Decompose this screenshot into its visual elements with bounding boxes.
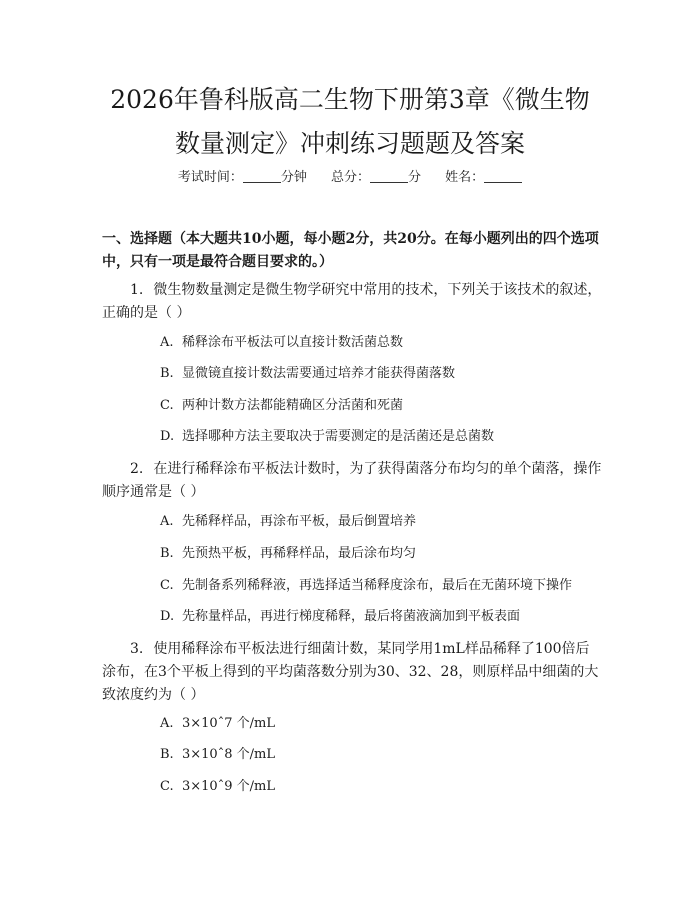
option-text: 稀释涂布平板法可以直接计数活菌总数: [182, 335, 404, 350]
option-letter: C.: [160, 779, 174, 794]
question-3: [102, 638, 602, 707]
question-stem: 微生物数量测定是微生物学研究中常用的技术，下列关于该技术的叙述，正确的是（ ）: [102, 282, 602, 321]
option-2b: [160, 544, 620, 564]
option-letter: A.: [160, 335, 174, 350]
option-3c: [160, 777, 620, 797]
exam-score: [331, 170, 425, 185]
option-3a: [160, 714, 620, 734]
name-blank: [484, 168, 522, 183]
option-3b: [160, 745, 620, 765]
exam-meta: [0, 168, 700, 188]
option-letter: D.: [160, 609, 175, 624]
option-letter: A.: [160, 514, 174, 529]
question-stem: 在进行稀释涂布平板法计数时，为了获得菌落分布均匀的单个菌落，操作顺序通常是（ ）: [102, 461, 602, 500]
option-text: 先称量样品，再进行梯度稀释，最后将菌液滴加到平板表面: [182, 609, 521, 624]
score-unit: 分: [408, 170, 422, 185]
title-line-1: 2026年鲁科版高二生物下册第3章《微生物: [110, 85, 590, 114]
option-text: 先预热平板，再稀释样品，最后涂布均匀: [182, 546, 417, 561]
name-label: 姓名：: [445, 170, 485, 185]
time-unit: 分钟: [280, 170, 307, 185]
score-label: 总分：: [330, 170, 370, 185]
question-2: [102, 458, 602, 504]
option-letter: A.: [160, 716, 174, 731]
option-letter: C.: [160, 398, 174, 413]
option-letter: D.: [160, 429, 175, 444]
option-letter: C.: [160, 578, 174, 593]
option-text: 显微镜直接计数法需要通过培养才能获得菌落数: [182, 366, 456, 381]
option-2a: [160, 512, 620, 532]
title-line-2: 数量测定》冲刺练习题题及答案: [174, 129, 525, 158]
option-1d: [160, 427, 620, 447]
question-stem: 使用稀释涂布平板法进行细菌计数，某同学用1mL样品稀释了100倍后涂布，在3个平板上得到的平均菌落数分别为30、32、28，则原样品中细菌的大致浓度约为（ ）: [102, 641, 599, 703]
option-2d: [160, 607, 620, 627]
option-text: 先稀释样品，再涂布平板，最后倒置培养: [182, 514, 417, 529]
section-heading: 一、选择题（本大题共10小题，每小题2分，共20分。在每小题列出的四个选项中，只有一项是最符合题目要求的。）: [102, 231, 599, 270]
option-text: 3×10ˆ8 个/mL: [182, 747, 275, 762]
option-text: 选择哪种方法主要取决于需要测定的是活菌还是总菌数: [182, 429, 495, 444]
option-1b: [160, 364, 620, 384]
option-text: 两种计数方法都能精确区分活菌和死菌: [182, 398, 404, 413]
question-number: 2.: [130, 461, 144, 477]
time-blank: [243, 168, 281, 183]
option-letter: B.: [160, 747, 174, 762]
question-1: [102, 279, 602, 325]
option-1c: [160, 396, 620, 416]
time-label: 考试时间：: [177, 170, 243, 185]
question-number: 1.: [130, 282, 144, 298]
option-letter: B.: [160, 546, 174, 561]
option-text: 3×10ˆ9 个/mL: [182, 779, 275, 794]
score-blank: [370, 168, 408, 183]
option-text: 先制备系列稀释液，再选择适当稀释度涂布，最后在无菌环境下操作: [182, 578, 573, 593]
option-letter: B.: [160, 366, 174, 381]
exam-time: [178, 170, 311, 185]
option-text: 3×10ˆ7 个/mL: [182, 716, 275, 731]
document-title: [60, 78, 640, 166]
option-1a: [160, 333, 620, 353]
question-number: 3.: [130, 641, 144, 657]
exam-name: [445, 170, 522, 185]
option-2c: [160, 576, 620, 596]
